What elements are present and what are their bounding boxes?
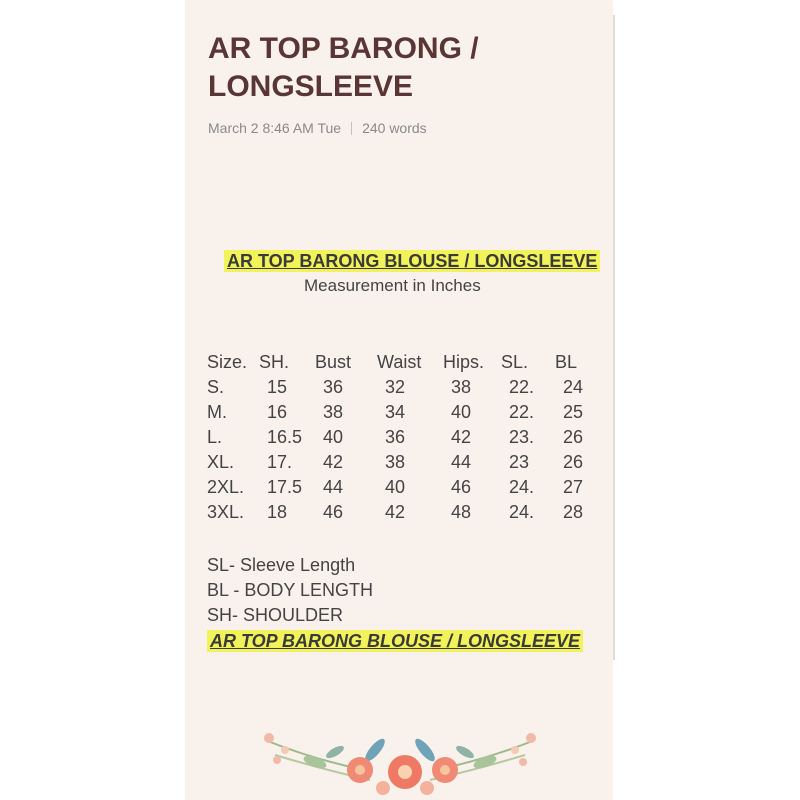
legend-item: SH- SHOULDER (207, 605, 344, 625)
cell-waist: 42 (385, 502, 406, 522)
cell-sl: 22. (509, 377, 535, 397)
meta-divider (351, 122, 352, 135)
cell-sh: 16 (267, 402, 288, 422)
cell-size: S. (207, 377, 225, 397)
word-count: 240 words (362, 120, 427, 136)
cell-bust: 40 (323, 427, 344, 447)
column-header-sl: SL. (501, 352, 529, 372)
cell-bl: 25 (563, 402, 584, 422)
column-header-sh: SH. (259, 352, 290, 372)
note-meta (208, 120, 427, 136)
cell-hips: 44 (451, 452, 472, 472)
cell-sh: 15 (267, 377, 288, 397)
cell-waist: 40 (385, 477, 406, 497)
cell-sl: 23 (509, 452, 530, 472)
note-title: AR TOP BARONG / LONGSLEEVE (208, 32, 479, 103)
cell-waist: 38 (385, 452, 406, 472)
column-header-bl: BL (555, 352, 578, 372)
table-row (207, 400, 595, 425)
cell-bl: 24 (563, 377, 584, 397)
scrollbar[interactable] (613, 15, 615, 660)
content-heading (224, 250, 600, 272)
table-header-row (207, 350, 595, 375)
cell-bust: 46 (323, 502, 344, 522)
cell-waist: 34 (385, 402, 406, 422)
table-row (207, 375, 595, 400)
table-row (207, 450, 595, 475)
cell-bust: 38 (323, 402, 344, 422)
table-row (207, 500, 595, 525)
cell-sh: 17. (267, 452, 293, 472)
cell-size: M. (207, 402, 227, 422)
column-header-bust: Bust (315, 352, 352, 372)
size-chart-table (207, 350, 595, 525)
cell-bust: 44 (323, 477, 344, 497)
cell-size: 3XL. (207, 502, 245, 522)
cell-waist: 32 (385, 377, 406, 397)
cell-hips: 38 (451, 377, 472, 397)
note-date: March 2 8:46 AM Tue (208, 120, 342, 136)
table-row (207, 425, 595, 450)
highlighted-footer-heading: AR TOP BARONG BLOUSE / LONGSLEEVE (207, 630, 583, 652)
cell-sl: 24. (509, 502, 535, 522)
cell-bl: 26 (563, 452, 584, 472)
cell-bust: 36 (323, 377, 344, 397)
legend-item: SL- Sleeve Length (207, 555, 356, 575)
cell-hips: 46 (451, 477, 472, 497)
floral-decoration-icon (255, 710, 545, 800)
highlighted-heading: AR TOP BARONG BLOUSE / LONGSLEEVE (224, 250, 600, 272)
cell-sh: 16.5 (267, 427, 303, 447)
cell-bl: 27 (563, 477, 584, 497)
cell-sl: 24. (509, 477, 535, 497)
cell-hips: 48 (451, 502, 472, 522)
cell-size: XL. (207, 452, 235, 472)
cell-sh: 18 (267, 502, 288, 522)
cell-hips: 40 (451, 402, 472, 422)
cell-size: 2XL. (207, 477, 245, 497)
abbreviation-legend (207, 553, 373, 628)
cell-bl: 28 (563, 502, 584, 522)
cell-hips: 42 (451, 427, 472, 447)
cell-sl: 22. (509, 402, 535, 422)
column-header-size: Size. (207, 352, 248, 372)
legend-item: BL - BODY LENGTH (207, 580, 374, 600)
cell-sh: 17.5 (267, 477, 303, 497)
cell-bl: 26 (563, 427, 584, 447)
table-row (207, 475, 595, 500)
content-subheading: Measurement in Inches (304, 276, 481, 295)
cell-waist: 36 (385, 427, 406, 447)
column-header-hips: Hips. (443, 352, 485, 372)
cell-bust: 42 (323, 452, 344, 472)
cell-size: L. (207, 427, 223, 447)
footer-heading (207, 630, 583, 652)
column-header-waist: Waist (377, 352, 422, 372)
cell-sl: 23. (509, 427, 535, 447)
